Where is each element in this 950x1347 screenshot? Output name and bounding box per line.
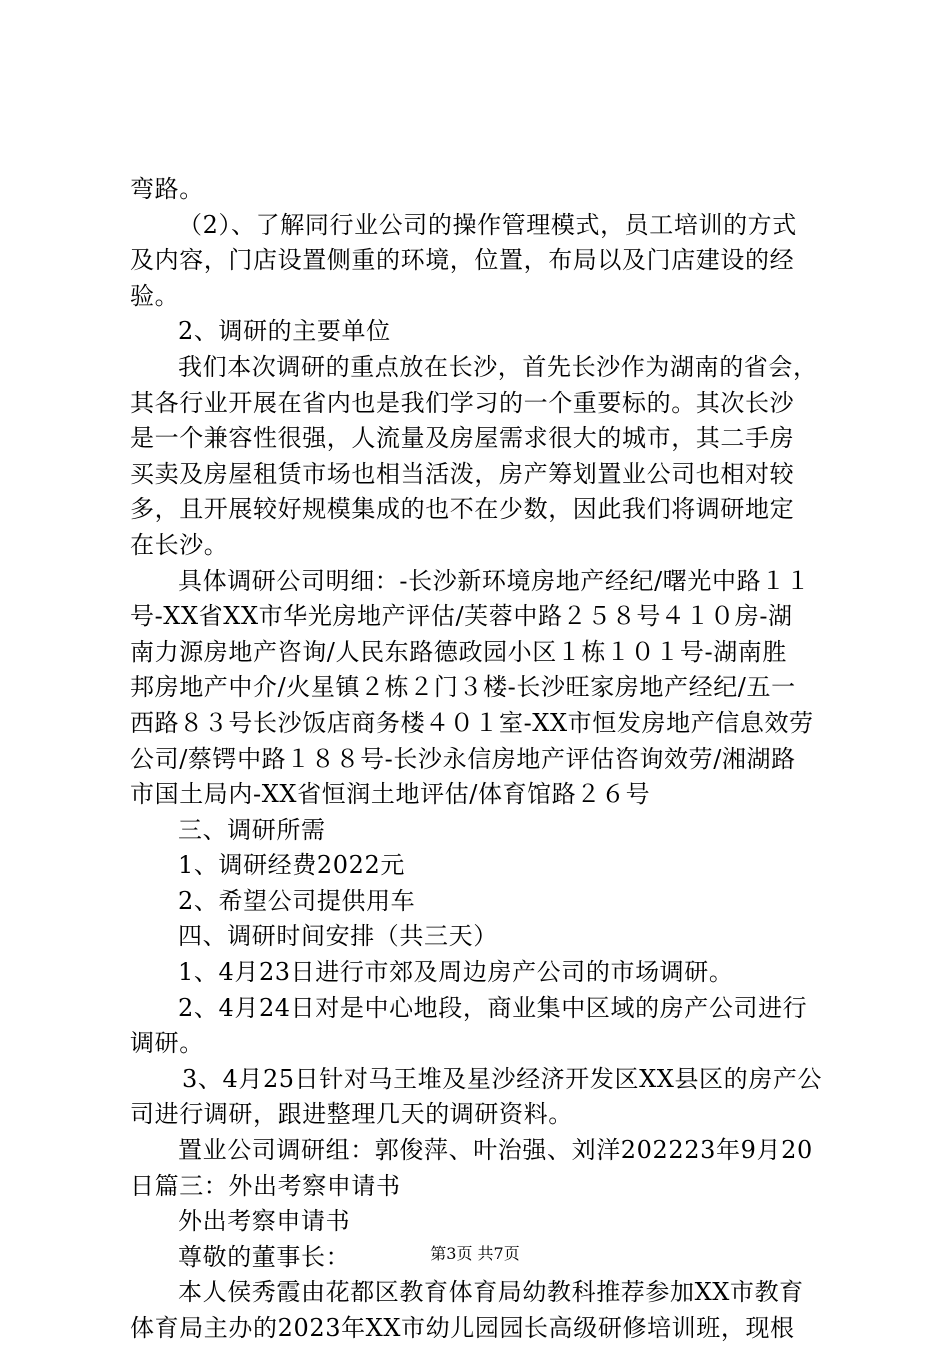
text-line: 置业公司调研组：郭俊萍、叶治强、刘洋202223年9月20 bbox=[178, 1136, 813, 1165]
text-line: 买卖及房屋租赁市场也相当活泼，房产筹划置业公司也相对较 bbox=[130, 459, 795, 488]
text-line: 3、4月25日针对马王堆及星沙经济开发区XX县区的房产公 bbox=[182, 1064, 823, 1093]
text-line: 其各行业开展在省内也是我们学习的一个重要标的。其次长沙 bbox=[130, 388, 795, 417]
text-line: 及内容，门店设置侧重的环境，位置，布局以及门店建设的经 bbox=[130, 246, 795, 275]
text-line: 1、调研经费2022元 bbox=[178, 851, 405, 880]
text-line: 我们本次调研的重点放在长沙，首先长沙作为湖南的省会， bbox=[178, 352, 818, 381]
text-line: 具体调研公司明细：-长沙新环境房地产经纪/曙光中路１１ bbox=[178, 566, 811, 595]
text-line: 在长沙。 bbox=[130, 530, 229, 559]
text-line: 邦房地产中介/火星镇２栋２门３楼-长沙旺家房地产经纪/五一 bbox=[130, 673, 796, 702]
text-line: （2）、了解同行业公司的操作管理模式，员工培训的方式 bbox=[178, 210, 797, 239]
text-line: 体育局主办的2023年XX市幼儿园园长高级研修培训班，现根 bbox=[130, 1314, 795, 1342]
text-line: 弯路。 bbox=[130, 175, 204, 203]
section-heading: 2、调研的主要单位 bbox=[178, 317, 391, 346]
section-heading: 四、调研时间安排（共三天） bbox=[178, 922, 498, 951]
text-line: 验。 bbox=[130, 281, 180, 310]
salutation: 尊敬的董事长： bbox=[178, 1242, 351, 1271]
text-line: 日篇三：外出考察申请书 bbox=[130, 1171, 401, 1200]
text-line: 1、4月23日进行市郊及周边房产公司的市场调研。 bbox=[178, 958, 734, 987]
text-line: 是一个兼容性很强，人流量及房屋需求很大的城市，其二手房 bbox=[130, 424, 795, 453]
text-line: 西路８３号长沙饭店商务楼４０１室-XX市恒发房地产信息效劳 bbox=[130, 708, 814, 737]
text-line: 调研。 bbox=[130, 1029, 204, 1058]
text-line: 多，且开展较好规模集成的也不在少数，因此我们将调研地定 bbox=[130, 495, 795, 524]
text-line: 2、4月24日对是中心地段，商业集中区域的房产公司进行 bbox=[178, 993, 808, 1022]
text-line: 号-XX省XX市华光房地产评估/芙蓉中路２５８号４１０房-湖 bbox=[130, 602, 793, 631]
text-line: 南力源房地产咨询/人民东路德政园小区１栋１０１号-湖南胜 bbox=[130, 637, 787, 666]
text-line: 公司/蔡锷中路１８８号-长沙永信房地产评估咨询效劳/湘湖路 bbox=[130, 744, 796, 773]
page-number-footer: 第3页 共7页 bbox=[430, 1244, 520, 1263]
text-line: 市国土局内-XX省恒润土地评估/体育馆路２６号 bbox=[130, 780, 651, 809]
document-title: 外出考察申请书 bbox=[178, 1207, 351, 1236]
document-body bbox=[130, 172, 830, 1347]
section-heading: 三、调研所需 bbox=[178, 815, 326, 844]
text-line: 司进行调研，跟进整理几天的调研资料。 bbox=[130, 1100, 573, 1129]
text-line: 本人侯秀霞由花都区教育体育局幼教科推荐参加XX市教育 bbox=[178, 1278, 804, 1307]
text-line: 2、希望公司提供用车 bbox=[178, 886, 416, 915]
